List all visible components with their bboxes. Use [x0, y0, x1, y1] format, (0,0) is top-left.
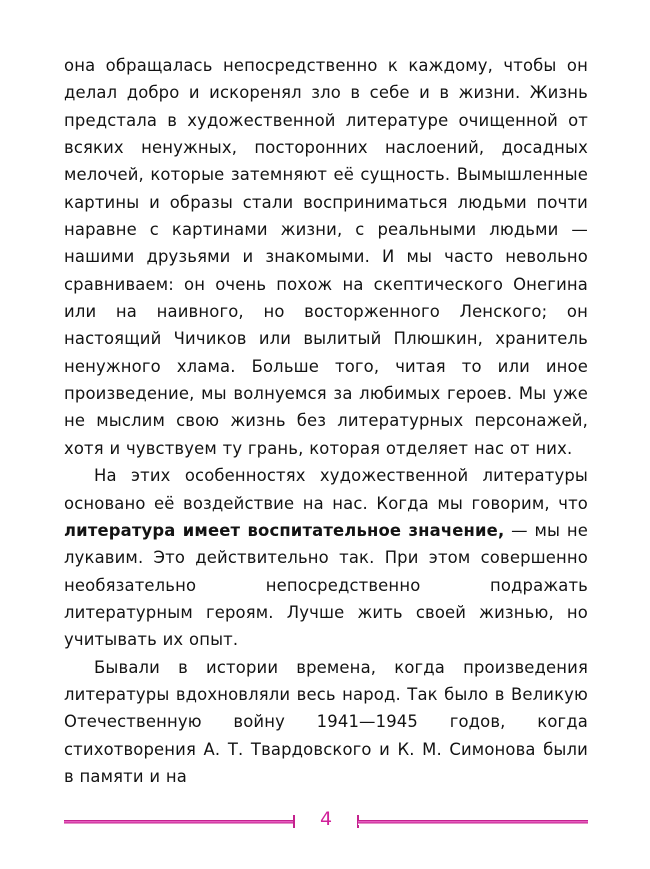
paragraph-1-text: она обращалась непосредственно к каждому, чтобы он делал добро и искоренял зло в себе и в жизни. Жизнь предстала в художественной литературе очищенной от всяких ненужных, посторонних наслоений, досадных мелочей, которые затемняют её сущность. Вымышленные картины и образы стали восприниматься людьми почти наравне с картинами жизни, с реальными людьми — нашими друзьями и знакомыми. И мы часто невольно сравниваем: он очень похож на скептического Онегина или на наивного, но восторженного Ленского; он настоящий Чичиков или вылитый Плюшкин, хранитель ненужного хлама. Больше того, читая то или иное произведение, мы волнуемся за любимых героев. Мы уже не мыслим свою жизнь без литературных персонажей, хотя и чувствуем ту грань, которая отделяет нас от них.	[64, 56, 588, 458]
paragraph-2-text-lead: На этих особенностях художественной литературы основано её воздействие на нас. Когда мы говорим, что	[64, 466, 588, 513]
paragraph-2-text-tail: — мы не лукавим. Это действительно так. При этом совершенно необязательно непосредственно подражать литературным героям. Лучше жить своей жизнью, но учитывать их опыт.	[64, 520, 588, 650]
emphasized-phrase: литература имеет воспитательное значение,	[64, 520, 505, 540]
page-footer	[64, 808, 588, 842]
paragraph-3	[64, 654, 588, 791]
text-column	[64, 52, 588, 790]
footer-rule-right	[358, 820, 588, 825]
paragraph-2	[64, 462, 588, 653]
paragraph-3-text: Бывали в истории времена, когда произведения литературы вдохновляли весь народ. Так было в Великую Отечественную войну 1941—1945 годов, когда стихотворения А. Т. Твардовского и К. М. Симонова были в памяти и на	[64, 657, 588, 786]
paragraph-1	[64, 52, 588, 462]
page-number: 4	[319, 808, 333, 830]
